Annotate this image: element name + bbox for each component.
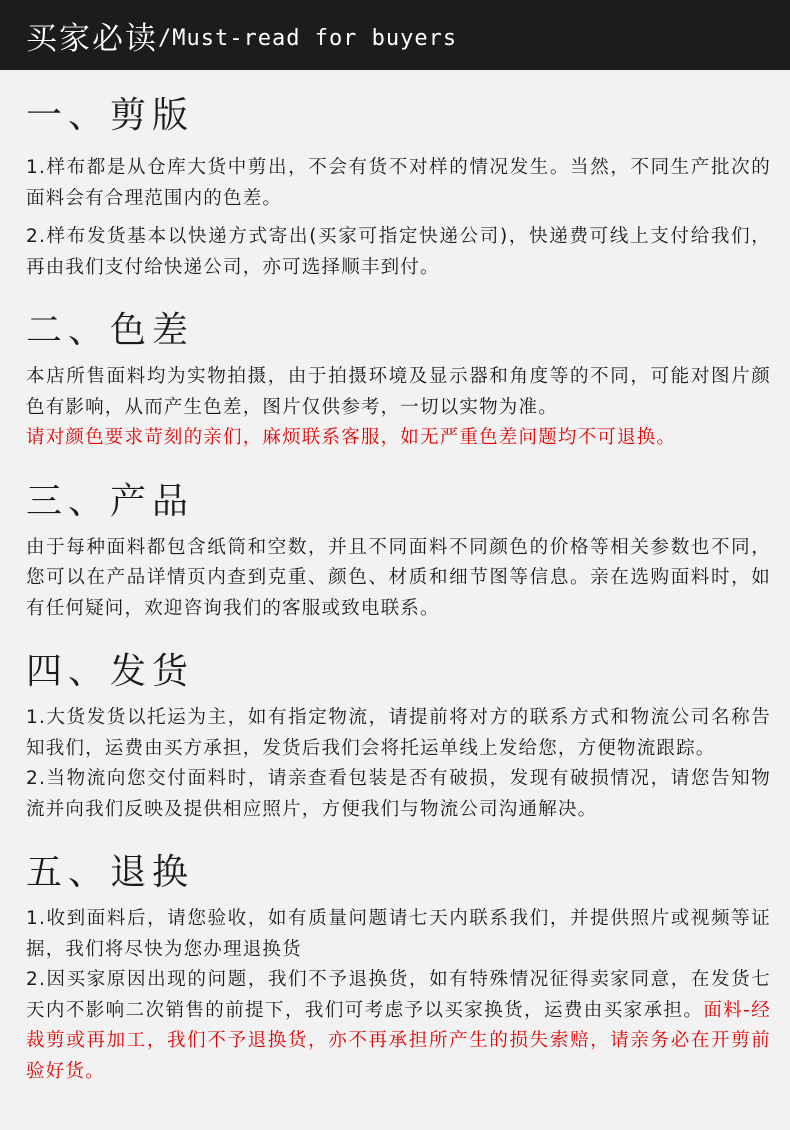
content: [26, 70, 771, 1087]
section-1-para-1: 1.样布都是从仓库大货中剪出，不会有货不对样的情况发生。当然，不同生产批次的面料会有合理范围内的色差。: [26, 157, 771, 209]
section-title-5: 五、退换: [26, 852, 195, 893]
section-5-para-1: 1.收到面料后，请您验收，如有质量问题请七天内联系我们，并提供照片或视频等证据，我们将尽快为您办理退换货: [26, 908, 771, 960]
section-title-2: 二、色差: [26, 310, 195, 351]
page-header: [0, 0, 790, 70]
section-4-para-1: 1.大货发货以托运为主，如有指定物流，请提前将对方的联系方式和物流公司名称告知我们，运费由买方承担，发货后我们会将托运单线上发给您，方便物流跟踪。: [26, 707, 771, 759]
section-2-red-notice: 请对颜色要求苛刻的亲们，麻烦联系客服，如无严重色差问题均不可退换。: [26, 427, 677, 448]
section-1-para-2: 2.样布发货基本以快递方式寄出(买家可指定快递公司)，快递费可线上支付给我们，再由我们支付给快递公司，亦可选择顺丰到付。: [26, 226, 771, 278]
header-title-cn: 买家必读: [26, 20, 158, 57]
section-2-para-1: 本店所售面料均为实物拍摄，由于拍摄环境及显示器和角度等的不同，可能对图片颜色有影响，从而产生色差，图片仅供参考，一切以实物为准。: [26, 366, 771, 418]
section-5-red-notice: 面料-经裁剪或再加工，我们不予退换货，亦不再承担所产生的损失索赔，请亲务必在开剪前验好货。: [26, 999, 771, 1082]
header-title-en: /Must-read for buyers: [158, 25, 458, 51]
section-5-para-2: [26, 965, 771, 1087]
section-3-para-1: 由于每种面料都包含纸筒和空数，并且不同面料不同颜色的价格等相关参数也不同，您可以在产品详情页内查到克重、颜色、材质和细节图等信息。亲在选购面料时，如有任何疑问，欢迎咨询我们的客服或致电联系。: [26, 536, 771, 619]
section-title-1: 一、剪版: [26, 95, 195, 136]
section-5-para-2-text: 2.因买家原因出现的问题，我们不予退换货，如有特殊情况征得卖家同意，在发货七天内不影响二次销售的前提下，我们可考虑予以买家换货，运费由买家承担。: [26, 969, 771, 1021]
section-title-4: 四、发货: [26, 651, 195, 692]
section-title-3: 三、产品: [26, 480, 195, 522]
section-4-para-2: 2.当物流向您交付面料时，请亲查看包装是否有破损，发现有破损情况，请您告知物流并向我们反映及提供相应照片，方便我们与物流公司沟通解决。: [26, 768, 771, 820]
